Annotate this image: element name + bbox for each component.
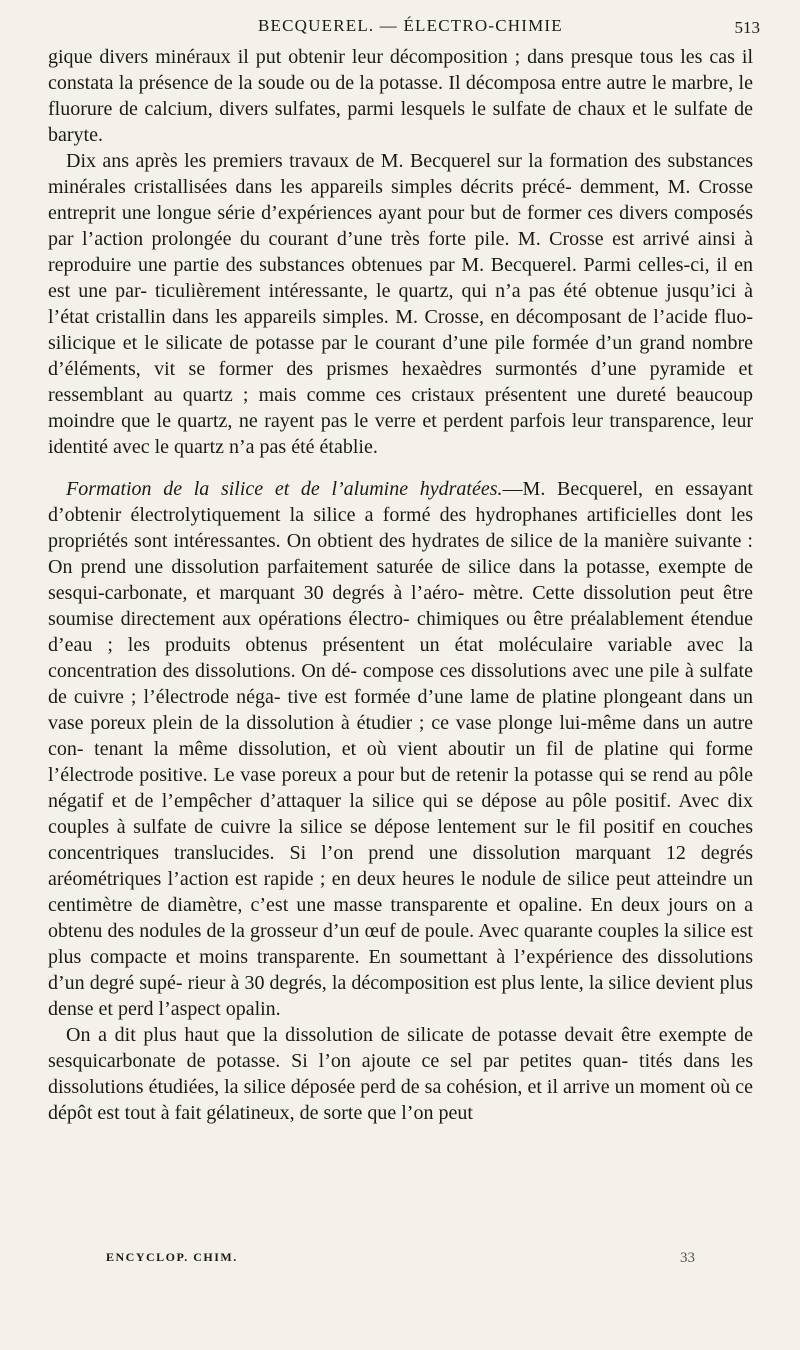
paragraph xyxy=(48,476,753,1022)
section-heading: Formation de la silice et de l’alumine hydratées. xyxy=(66,478,503,500)
sheet-number: 33 xyxy=(680,1250,695,1266)
paragraph-text: On a dit plus haut que la dissolution de silicate de potasse devait être exempte de sesquicarbonate de potasse. Si l’on ajoute ce sel par petites quan- tités dans les dissolutions étudiées, la silice déposée perd de sa cohésion, et il arrive un moment où ce dépôt est tout à fait gélatineux, de sorte que l’on peut xyxy=(48,1024,753,1124)
paragraph xyxy=(48,44,753,148)
paragraph-text: Dix ans après les premiers travaux de M. Becquerel sur la formation des substances minérales cristallisées dans les appareils simples décrits précé- demment, M. Crosse entreprit une longue série d’expériences ayant pour but de former ces divers composés par l’action prolongée du courant d’une très forte pile. M. Crosse est arrivé ainsi à reproduire une partie des substances obtenues par M. Becquerel. Parmi celles-ci, il en est une par- ticulièrement intéressante, le quartz, qui n’a pas été obtenue jusqu’ici à l’état cristallin dans les appareils simples. M. Crosse, en décomposant de l’acide fluo-silicique et le silicate de potasse par le courant d’une pile formée d’un grand nombre d’éléments, vit se former des prismes hexaèdres surmontés d’une pyramide et ressemblant au quartz ; mais comme ces cristaux présentent une dureté beaucoup moindre que le quartz, ne rayent pas le verre et perdent parfois leur transparence, leur identité avec le quartz n’a pas été établie. xyxy=(48,150,753,458)
body-text xyxy=(48,44,753,1126)
page-footer xyxy=(48,1250,770,1274)
page-number: 513 xyxy=(734,18,760,37)
running-title: BECQUEREL. — ÉLECTRO-CHIMIE xyxy=(258,16,563,35)
paragraph-text: gique divers minéraux il put obtenir leur décomposition ; dans presque tous les cas il constata la présence de la soude ou de la potasse. Il décomposa entre autre le marbre, le fluorure de calcium, divers sulfates, parmi lesquels le sulfate de chaux et le sulfate de baryte. xyxy=(48,46,753,146)
paragraph xyxy=(48,1022,753,1126)
page-header xyxy=(48,8,770,38)
paragraph-text: —M. Becquerel, en essayant d’obtenir électrolytiquement la silice a formé des hydrophanes artificielles dont les propriétés sont intéressantes. On obtient des hydrates de silice de la manière suivante : On prend une dissolution parfaitement saturée de silice dans la potasse, exempte de sesqui-carbonate, et marquant 30 degrés à l’aéro- mètre. Cette dissolution peut être soumise directement aux opérations électro- chimiques ou être préalablement étendue d’eau ; les produits obtenus présentent un état moléculaire variable avec la concentration des dissolutions. On dé- compose ces dissolutions avec une pile à sulfate de cuivre ; l’électrode néga- tive est formée d’une lame de platine plongeant dans un vase poreux plein de la dissolution à étudier ; ce vase plonge lui-même dans un autre con- tenant la même dissolution, et où vient aboutir un fil de platine qui forme l’électrode positive. Le vase poreux a pour but de retenir la potasse qui se rend au pôle négatif et de l’empêcher d’attaquer la silice qui se dépose au pôle positif. Avec dix couples à sulfate de cuivre la silice se dépose lentement sur le fil positif en couches concentriques translucides. Si l’on prend une dissolution marquant 12 degrés aréométriques l’action est rapide ; en deux heures le nodule de silice peut atteindre un centimètre de diamètre, c’est une masse transparente et opaline. En deux jours on a obtenu des nodules de la grosseur d’un œuf de poule. Avec quarante couples la silice est plus compacte et moins transparente. En soumettant à l’expérience des dissolutions d’un degré supé- rieur à 30 degrés, la décomposition est plus lente, la silice devient plus dense et perd l’aspect opalin. xyxy=(48,478,753,1020)
signature-mark: ENCYCLOP. CHIM. xyxy=(106,1250,238,1264)
paragraph xyxy=(48,148,753,460)
